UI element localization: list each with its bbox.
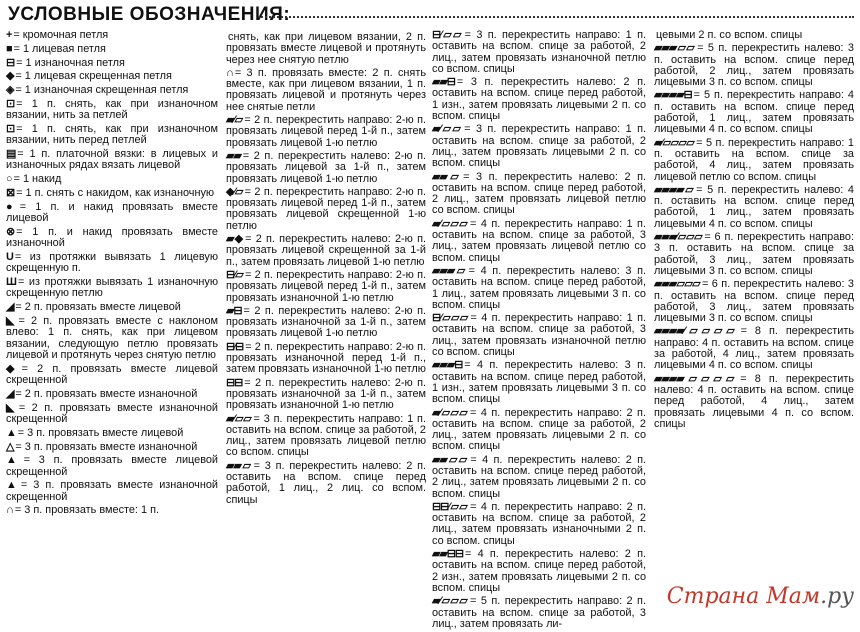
stitch-symbol-icon: ▰⁄▱▱▱▱ — [654, 136, 695, 149]
stitch-symbol-icon: Ш — [6, 276, 16, 289]
legend-entry — [654, 232, 854, 277]
legend-description: = 4 п. перекрестить налево: 2 п. оставить на вспом. спице перед работой, 2 лиц., затем провязать лицевыми 2 п. со вспом. спицы — [432, 453, 646, 500]
legend-description: = 1 п. и накид провязать вместе лицевой — [6, 200, 218, 225]
stitch-symbol-icon: ⊠ — [6, 187, 15, 200]
stitch-symbol-icon: ∩ — [6, 504, 13, 517]
legend-entry — [432, 549, 646, 594]
legend-entry — [6, 316, 218, 361]
stitch-symbol-icon: ▰⁄▱▱▱ — [432, 595, 469, 608]
legend-description: = 1 изнаночная петля — [16, 56, 125, 69]
legend-entry — [226, 414, 426, 459]
legend-description: = 5 п. перекрестить налево: 4 п. оставить на вспом. спице перед работой, 1 лиц., затем провязать лицевыми 4 п. со вспом. спицы — [654, 183, 854, 230]
legend-entry — [6, 71, 218, 82]
stitch-symbol-icon: ▰▰▰⁄▱▱▱ — [654, 231, 703, 244]
legend-entry — [6, 505, 218, 516]
legend-description: = 2 п. провязать вместе лицевой — [15, 301, 181, 314]
legend-entry — [226, 151, 426, 185]
stitch-symbol-icon: ▰▰▰▰▱▱▱▱ — [654, 372, 739, 385]
stitch-symbol-icon: ▰▰▰▱▱ — [654, 42, 696, 55]
stitch-symbol-icon: ▰⁄▱▱ — [226, 412, 252, 425]
legend-entry — [432, 219, 646, 264]
legend-description: = 5 п. перекрестить направо: 1 п. оставить на вспом. спице за работой, 4 лиц., затем провязать лицевой петлю со вспом. спицы — [654, 136, 854, 183]
legend-entry — [654, 43, 854, 88]
stitch-symbol-icon: ▰▰▰▰⁄▱▱▱▱ — [654, 325, 739, 338]
legend-entry — [654, 90, 854, 135]
stitch-symbol-icon: ⊟⁄▱▱▱ — [432, 312, 469, 325]
legend-description: снять, как при лицевом вязании, 2 п. провязать вместе лицевой и протянуть через нее снятую петлю — [226, 31, 426, 66]
legend-description: = 3 п. провязать вместе: 2 п. снять вместе, как при лицевом вязании, 1 п. провязать лицевой и протянуть через нее снятые петли — [226, 66, 426, 113]
stitch-symbol-icon: ◢ — [6, 387, 14, 400]
legend-description: = 5 п. перекрестить направо: 4 п. оставить на вспом. спице перед работой, 1 лиц., затем провязать лицевыми 4 п. со вспом. спицы — [654, 89, 854, 136]
legend-description: = 1 п. платочной вязки: в лицевых и изнаночных рядах вязать лицевой — [6, 148, 218, 172]
legend-description: = 4 п. перекрестить направо: 1 п. оставить на вспом. спице за работой, 3 лиц., затем провязать изнаночной петлю со вспом. спицы — [432, 312, 646, 359]
legend-column-4 — [654, 30, 854, 432]
legend-description: = 5 п. перекрестить направо: 2 п. оставить на вспом. спице за работой, 3 лиц., затем провязать ли- — [432, 595, 646, 630]
legend-entry — [654, 374, 854, 430]
legend-entry — [226, 115, 426, 149]
stitch-symbol-icon: ▰⊟ — [226, 304, 242, 317]
legend-description: = 4 п. перекрестить налево: 3 п. оставить на вспом. спице перед работой, 1 лиц., затем провязать лицевыми 3 п. со вспом. спицы — [432, 264, 646, 311]
site-watermark — [667, 584, 854, 609]
watermark-suffix: .ру — [820, 584, 854, 609]
legend-entry — [6, 455, 218, 478]
legend-description: = 2 п. перекрестить налево: 2-ю п. провязать изнаночной за 1-й п., затем провязать лицевой 1-ю петлю — [226, 304, 426, 340]
stitch-symbol-icon: ◆ — [6, 362, 20, 375]
legend-description: = 1 п. снять с накидом, как изнаночную — [16, 187, 215, 200]
stitch-symbol-icon: ▰⁄▱▱▱ — [432, 406, 469, 419]
legend-entry — [6, 44, 218, 55]
legend-description: = 2 п. провязать вместе с наклоном влево: 1 п. снять, как при лицевом вязании, следующую петлю провязать лицевой и протянуть через снятую петлю — [6, 315, 218, 361]
stitch-symbol-icon: ▰◆ — [226, 233, 244, 246]
stitch-symbol-icon: ▰▰▰▱ — [432, 264, 467, 277]
legend-entry — [432, 455, 646, 500]
legend-description: = 3 п. перекрестить направо: 1 п. оставить на вспом. спице за работой, 2 лиц., затем провязать изнаночной петлю со вспом. спицы — [432, 29, 646, 75]
legend-description: = 3 п. провязать вместе изнаночной — [15, 440, 198, 453]
legend-column-1 — [6, 30, 218, 519]
legend-entry — [6, 277, 218, 300]
legend-description: = 8 п. перекрестить направо: 4 п. оставить на вспом. спице за работой, 4 лиц., затем провязать лицевыми 4 п. со вспом. спицы — [654, 325, 854, 372]
stitch-symbol-icon: ▰▰⊟⊟ — [432, 548, 464, 561]
legend-entry — [6, 30, 218, 41]
stitch-symbol-icon: ▲ — [6, 454, 22, 467]
legend-entry — [6, 428, 218, 439]
legend-entry — [6, 202, 218, 225]
legend-entry — [6, 480, 218, 503]
legend-entry — [432, 313, 646, 358]
legend-entry — [6, 58, 218, 69]
legend-description: = 1 п. снять, как при изнаночном вязании, нить за петлей — [6, 97, 218, 122]
legend-description: = кромочная петля — [13, 29, 109, 41]
legend-entry — [432, 266, 646, 311]
stitch-symbol-icon: ◆⁄▱ — [226, 185, 243, 198]
legend-description: цевыми 2 п. со вспом. спицы — [656, 29, 803, 41]
stitch-symbol-icon: ▰▰▱ — [226, 459, 252, 472]
legend-description: = 3 п. перекрестить направо: 1 п. оставить на вспом. спице за работой, 2 лиц., затем провязать лицевыми 2 п. со вспом. спицы — [432, 123, 646, 170]
stitch-symbol-icon: ⊟⊟⁄▱▱ — [432, 500, 469, 513]
legend-description: = 1 п. и накид провязать вместе изнаночной — [6, 225, 218, 250]
stitch-symbol-icon: ▰▰▰▱▱▱ — [654, 278, 700, 291]
legend-column-2 — [226, 32, 426, 508]
legend-description: = 4 п. перекрестить налево: 3 п. оставить на вспом. спице перед работой, 1 изн., затем провязать лицевыми 3 п. со вспом. спицы — [432, 359, 646, 406]
legend-entry — [432, 124, 646, 169]
stitch-symbol-icon: U — [6, 251, 13, 264]
stitch-symbol-icon: ▰▰▱ — [432, 170, 462, 183]
legend-entry — [432, 360, 646, 405]
stitch-symbol-icon: ■ — [6, 42, 12, 55]
title-divider — [258, 16, 854, 18]
legend-entry — [6, 252, 218, 275]
legend-entry — [226, 270, 426, 304]
legend-entry — [654, 326, 854, 371]
legend-entry — [226, 378, 426, 412]
legend-entry — [6, 227, 218, 250]
legend-description: = из протяжки вывязать 1 изнаночную скрещенную петлю — [6, 276, 218, 300]
legend-description: = 1 изнаночная скрещенная петля — [15, 84, 189, 97]
stitch-symbol-icon: ⊟ — [6, 56, 15, 69]
legend-entry — [6, 188, 218, 199]
legend-description: = 3 п. провязать вместе: 1 п. — [14, 504, 159, 517]
legend-entry — [654, 185, 854, 230]
legend-entry — [6, 302, 218, 313]
legend-entry — [654, 30, 854, 41]
legend-entry — [432, 77, 646, 122]
stitch-symbol-icon: ⊡ — [6, 123, 15, 136]
legend-entry — [226, 234, 426, 268]
stitch-symbol-icon: ▰▰⊟ — [432, 76, 455, 89]
legend-description: = 1 лицевая петля — [13, 42, 106, 55]
legend-entry — [6, 403, 218, 426]
stitch-symbol-icon: ▰▰ — [226, 149, 241, 162]
legend-entry — [654, 279, 854, 324]
stitch-symbol-icon: ⊡ — [6, 97, 15, 110]
legend-description: = из протяжки вывязать 1 лицевую скрещенную п. — [6, 251, 218, 275]
stitch-symbol-icon: ▰▰▰⊟ — [432, 359, 463, 372]
legend-entry — [226, 32, 426, 66]
legend-entry — [432, 408, 646, 453]
legend-entry — [6, 389, 218, 400]
stitch-symbol-icon: ▰▰▰▰▱ — [654, 183, 695, 196]
legend-entry — [6, 364, 218, 387]
legend-description: = 1 п. снять, как при изнаночном вязании, нить перед петлей — [6, 123, 218, 147]
legend-description: = 3 п. перекрестить направо: 1 п. оставить на вспом. спице за работой, 2 лиц., затем провязать лицевой петлю со вспом. спицы — [226, 412, 426, 459]
stitch-symbol-icon: ▲ — [6, 426, 16, 439]
legend-description: = 2 п. провязать вместе лицевой скрещенной — [6, 362, 218, 387]
legend-description: = 3 п. провязать вместе лицевой — [17, 426, 184, 439]
legend-description: = 2 п. перекрестить направо: 2-ю п. провязать лицевой перед 1-й п., затем провязать изнаночной 1-ю петлю — [226, 268, 426, 304]
stitch-symbol-icon: ◆ — [6, 70, 14, 83]
legend-description: = 2 п. перекрестить налево: 2-ю п. провязать лицевой за 1-й п., затем провязать лицевой 1-ю петлю — [226, 149, 426, 185]
legend-entry — [6, 124, 218, 147]
legend-description: = 2 п. перекрестить направо: 2-ю п. провязать лицевой перед 1-й п., затем провязать лицевой скрещенной 1-ю петлю — [226, 185, 426, 232]
legend-description: = 4 п. перекрестить направо: 1 п. оставить на вспом. спице за работой, 3 лиц., затем провязать лицевой петлю со вспом. спицы — [432, 217, 646, 264]
stitch-symbol-icon: + — [6, 29, 12, 41]
legend-entry — [226, 187, 426, 232]
stitch-symbol-icon: ▰▰▰▰⊟ — [654, 89, 692, 102]
legend-description: = 1 лицевая скрещенная петля — [15, 70, 172, 83]
legend-description: = 5 п. перекрестить налево: 3 п. оставить на вспом. спице перед работой, 2 лиц., затем провязать лицевыми 3 п. со вспом. спицы — [654, 42, 854, 89]
legend-description: = 2 п. перекрестить налево: 2-ю п. провязать лицевой скрещенной за 1-й п., затем провязать лицевой 1-ю петлю — [226, 233, 426, 268]
stitch-symbol-icon: ⊟⁄▱ — [226, 268, 243, 281]
stitch-symbol-icon: ◣ — [6, 315, 17, 328]
page-title: УСЛОВНЫЕ ОБОЗНАЧЕНИЯ: — [8, 4, 291, 25]
stitch-symbol-icon: ⊟⊟ — [226, 376, 243, 389]
stitch-symbol-icon: ○ — [6, 173, 12, 186]
legend-entry — [226, 306, 426, 340]
legend-description: = 6 п. перекрестить направо: 3 п. оставить на вспом. спице за работой, 3 лиц., затем провязать лицевыми 3 п. со вспом. спицы — [654, 231, 854, 277]
legend-description: = 4 п. перекрестить направо: 2 п. оставить на вспом. спице за работой, 2 лиц., затем провязать изнаночными 2 п. со вспом. спицы — [432, 500, 646, 547]
legend-description: = 1 накид — [13, 173, 62, 186]
legend-entry — [226, 68, 426, 113]
legend-description: = 2 п. провязать вместе изнаночной — [15, 387, 198, 400]
stitch-symbol-icon: ▰▰▱▱ — [432, 453, 469, 466]
stitch-symbol-icon: ⊟⁄▱▱ — [432, 29, 463, 41]
legend-description: = 8 п. перекрестить налево: 4 п. оставить на вспом. спице перед работой, 4 лиц., затем провязать лицевыми 4 п. со вспом. спицы — [654, 372, 854, 430]
stitch-symbol-icon: ◢ — [6, 301, 14, 314]
legend-entry — [6, 149, 218, 172]
legend-entry — [6, 174, 218, 185]
legend-entry — [6, 85, 218, 96]
legend-description: = 3 п. провязать вместе лицевой скрещенной — [6, 454, 218, 478]
stitch-symbol-icon: ◈ — [6, 84, 14, 97]
stitch-symbol-icon: ▰⁄▱▱▱ — [432, 217, 469, 230]
legend-entry — [226, 461, 426, 506]
legend-entry — [6, 442, 218, 453]
stitch-symbol-icon: ◣ — [6, 401, 17, 414]
stitch-symbol-icon: ⊗ — [6, 225, 15, 238]
stitch-symbol-icon: ▰⁄▱▱ — [432, 123, 463, 136]
legend-entry — [432, 502, 646, 547]
legend-column-3 — [432, 30, 646, 632]
legend-description: = 4 п. перекрестить направо: 2 п. оставить на вспом. спице за работой, 2 лиц., затем провязать лицевыми 2 п. со вспом. спицы — [432, 406, 646, 453]
stitch-symbol-icon: ▤ — [6, 148, 16, 161]
legend-entry — [6, 99, 218, 122]
legend-description: = 4 п. перекрестить налево: 2 п. оставить на вспом. спице перед работой, 2 изн., затем провязать лицевыми 2 п. со вспом. спицы — [432, 548, 646, 594]
stitch-symbol-icon: ∩ — [226, 66, 233, 79]
legend-description: = 3 п. перекрестить налево: 2 п. оставить на вспом. спице перед работой, 1 изн., затем провязать лицевыми 2 п. со вспом. спицы — [432, 76, 646, 123]
stitch-symbol-icon: ▰⁄▱ — [226, 114, 243, 127]
legend-description: = 2 п. перекрестить налево: 2-ю п. провязать изнаночной за 1-й п., затем провязать изнаночной 1-ю петлю — [226, 376, 426, 412]
legend-description: = 2 п. перекрестить направо: 2-ю п. провязать изнаночной перед 1-й п., затем провязать изнаночной 1-ю петлю — [226, 340, 426, 376]
stitch-symbol-icon: △ — [6, 440, 14, 453]
legend-description: = 2 п. перекрестить направо: 2-ю п. провязать лицевой перед 1-й п., затем провязать лицевой 1-ю петлю — [226, 114, 426, 149]
legend-description: = 2 п. провязать вместе изнаночной скрещенной — [6, 401, 218, 425]
watermark-text: Страна Мам — [666, 584, 821, 609]
legend-description: = 3 п. провязать вместе изнаночной скрещенной — [6, 479, 219, 503]
legend-entry — [226, 342, 426, 376]
legend-description: = 3 п. перекрестить налево: 2 п. оставить на вспом. спице перед работой, 2 лиц., затем провязать лицевой петлю со вспом. спицы — [432, 170, 646, 217]
stitch-symbol-icon: ▲ — [6, 479, 19, 492]
legend-entry — [432, 172, 646, 217]
legend-entry — [432, 30, 646, 75]
legend-entry — [432, 596, 646, 630]
stitch-symbol-icon: ⊟⁄⊟ — [226, 340, 244, 353]
legend-entry — [654, 138, 854, 183]
legend-description: = 6 п. перекрестить налево: 3 п. оставить на вспом. спице перед работой, 3 лиц., затем провязать лицевыми 3 п. со вспом. спицы — [654, 278, 854, 325]
legend-description: = 3 п. перекрестить налево: 2 п. оставить на вспом. спице перед работой, 1 лиц., 2 лиц. со вспом. спицы — [226, 459, 426, 506]
stitch-symbol-icon: ● — [6, 200, 18, 213]
